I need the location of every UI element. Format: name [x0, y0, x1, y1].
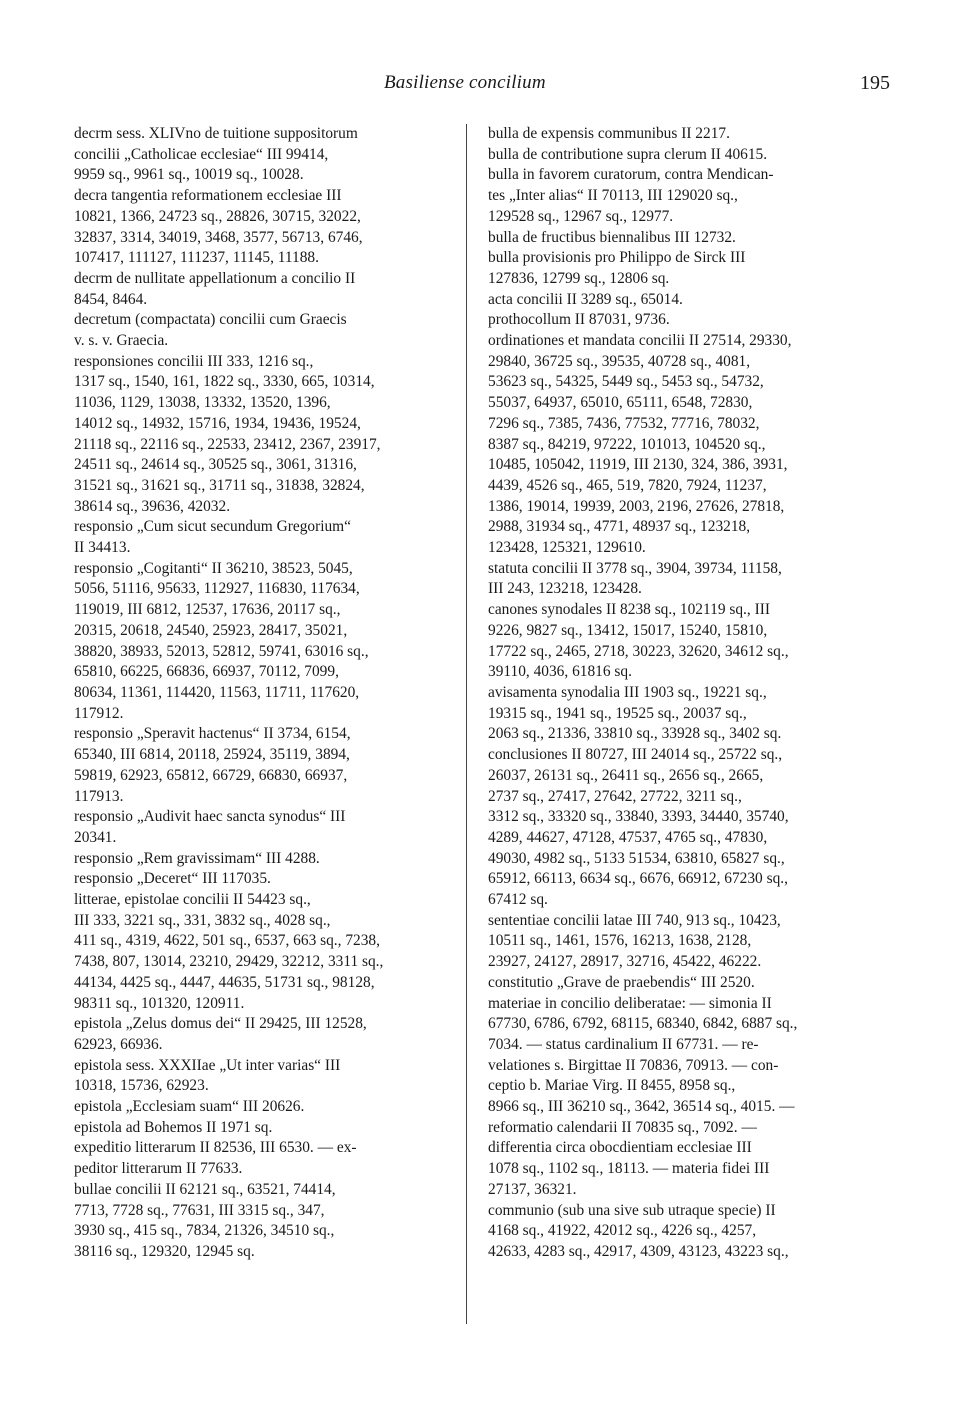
- index-line: 2737 sq., 27417, 27642, 27722, 3211 sq.,: [488, 787, 742, 805]
- index-line: 24511 sq., 24614 sq., 30525 sq., 3061, 31316,: [74, 456, 357, 474]
- index-line: 7713, 7728 sq., 77631, III 3315 sq., 347,: [74, 1201, 325, 1219]
- index-line: tes „Inter alias“ II 70113, III 129020 sq.,: [488, 187, 738, 205]
- index-line: responsio „Deceret“ III 117035.: [74, 870, 271, 888]
- index-line: 65810, 66225, 66836, 66937, 70112, 7099,: [74, 663, 339, 681]
- index-line: statuta concilii II 3778 sq., 3904, 39734, 11158,: [488, 559, 782, 577]
- index-line: bullae concilii II 62121 sq., 63521, 74414,: [74, 1180, 336, 1198]
- index-line: acta concilii II 3289 sq., 65014.: [488, 290, 683, 308]
- index-line: 49030, 4982 sq., 5133 51534, 63810, 65827 sq.,: [488, 849, 785, 867]
- index-line: 7034. — status cardinalium II 67731. — re-: [488, 1035, 759, 1053]
- index-line: 55037, 64937, 65010, 65111, 6548, 72830,: [488, 394, 753, 412]
- left-column: [74, 124, 446, 1263]
- index-line: decretum (compactata) concilii cum Graecis: [74, 311, 347, 329]
- index-line: 8966 sq., III 36210 sq., 3642, 36514 sq., 4015. —: [488, 1098, 795, 1116]
- index-line: 129528 sq., 12967 sq., 12977.: [488, 207, 674, 225]
- index-line: decra tangentia reformationem ecclesiae III: [74, 187, 342, 205]
- index-line: 98311 sq., 101320, 120911.: [74, 994, 245, 1012]
- index-line: 38820, 38933, 52013, 52812, 59741, 63016 sq.,: [74, 642, 369, 660]
- index-line: 31521 sq., 31621 sq., 31711 sq., 31838, 32824,: [74, 476, 365, 494]
- index-line: epistola „Zelus domus dei“ II 29425, III 12528,: [74, 1015, 367, 1033]
- index-line: bulla in favorem curatorum, contra Mendican-: [488, 166, 774, 184]
- index-line: epistola ad Bohemos II 1971 sq.: [74, 1118, 273, 1136]
- index-line: ceptio b. Mariae Virg. II 8455, 8958 sq.,: [488, 1077, 736, 1095]
- index-line: 44134, 4425 sq., 4447, 44635, 51731 sq., 98128,: [74, 973, 375, 991]
- index-line: v. s. v. Graecia.: [74, 332, 169, 350]
- index-line: 65340, III 6814, 20118, 25924, 35119, 3894,: [74, 746, 350, 764]
- index-line: 127836, 12799 sq., 12806 sq.: [488, 269, 670, 287]
- index-line: 42633, 4283 sq., 42917, 4309, 43123, 43223 sq.,: [488, 1242, 789, 1260]
- index-line: expeditio litterarum II 82536, III 6530. — ex-: [74, 1139, 357, 1157]
- index-line: 26037, 26131 sq., 26411 sq., 2656 sq., 2665,: [488, 766, 764, 784]
- index-line: 10485, 105042, 11919, III 2130, 324, 386, 3931,: [488, 456, 788, 474]
- index-line: 4289, 44627, 47128, 47537, 4765 sq., 47830,: [488, 828, 768, 846]
- running-title: Basiliense concilium: [384, 72, 546, 93]
- index-line: 80634, 11361, 114420, 11563, 11711, 117620,: [74, 683, 360, 701]
- index-line: 17722 sq., 2465, 2718, 30223, 32620, 34612 sq.,: [488, 642, 789, 660]
- index-line: responsio „Cogitanti“ II 36210, 38523, 5045,: [74, 559, 353, 577]
- index-line: prothocollum II 87031, 9736.: [488, 311, 670, 329]
- index-line: decrm de nullitate appellationum a concilio II: [74, 269, 356, 287]
- index-line: 23927, 24127, 28917, 32716, 45422, 46222.: [488, 953, 762, 971]
- index-line: responsiones concilii III 333, 1216 sq.,: [74, 352, 314, 370]
- index-line: 67730, 6786, 6792, 68115, 68340, 6842, 6887 sq.,: [488, 1015, 798, 1033]
- index-line: II 34413.: [74, 539, 131, 557]
- index-line: 10318, 15736, 62923.: [74, 1077, 209, 1095]
- index-line: 62923, 66936.: [74, 1035, 163, 1053]
- index-line: 1317 sq., 1540, 161, 1822 sq., 3330, 665, 10314,: [74, 373, 375, 391]
- index-line: bulla de expensis communibus II 2217.: [488, 125, 730, 142]
- column-divider: [466, 124, 467, 1324]
- index-line: responsio „Audivit haec sancta synodus“ III: [74, 808, 346, 826]
- index-line: litterae, epistolae concilii II 54423 sq.,: [74, 891, 311, 909]
- index-line: conclusiones II 80727, III 24014 sq., 25722 sq.,: [488, 746, 783, 764]
- index-line: 10821, 1366, 24723 sq., 28826, 30715, 32022,: [74, 207, 361, 225]
- index-line: responsio „Cum sicut secundum Gregorium“: [74, 518, 351, 536]
- index-line: 5056, 51116, 95633, 112927, 116830, 117634,: [74, 580, 360, 598]
- index-line: 67412 sq.: [488, 891, 548, 909]
- index-line: 65912, 66113, 6634 sq., 6676, 66912, 67230 sq.,: [488, 870, 788, 888]
- index-line: 53623 sq., 54325, 5449 sq., 5453 sq., 54732,: [488, 373, 764, 391]
- index-line: decrm sess. XLIVno de tuitione suppositorum: [74, 125, 358, 142]
- index-line: 39110, 4036, 61816 sq.: [488, 663, 632, 681]
- index-line: 8387 sq., 84219, 97222, 101013, 104520 sq.,: [488, 435, 766, 453]
- page-number: 195: [860, 72, 890, 94]
- right-column: [488, 124, 888, 1263]
- index-line: differentia circa obocdientiam ecclesiae III: [488, 1139, 752, 1157]
- index-line: bulla de contributione supra clerum II 40615.: [488, 145, 768, 163]
- index-line: III 333, 3221 sq., 331, 3832 sq., 4028 sq.,: [74, 911, 331, 929]
- index-line: canones synodales II 8238 sq., 102119 sq., III: [488, 601, 770, 619]
- index-line: 9226, 9827 sq., 13412, 15017, 15240, 15810,: [488, 621, 768, 639]
- index-line: communio (sub una sive sub utraque specie) II: [488, 1201, 776, 1219]
- index-line: epistola sess. XXXIIae „Ut inter varias“ III: [74, 1056, 341, 1074]
- index-line: 107417, 111127, 111237, 11145, 11188.: [74, 249, 319, 267]
- index-line: 7438, 807, 13014, 23210, 29429, 32212, 3311 sq.,: [74, 953, 384, 971]
- index-line: 4439, 4526 sq., 465, 519, 7820, 7924, 11237,: [488, 476, 767, 494]
- index-line: constitutio „Grave de praebendis“ III 2520.: [488, 973, 755, 991]
- index-line: 59819, 62923, 65812, 66729, 66830, 66937,: [74, 766, 348, 784]
- index-line: 27137, 36321.: [488, 1180, 577, 1198]
- index-line: 32837, 3314, 34019, 3468, 3577, 56713, 6746,: [74, 228, 363, 246]
- index-line: epistola „Ecclesiam suam“ III 20626.: [74, 1098, 305, 1116]
- index-line: reformatio calendarii II 70835 sq., 7092. —: [488, 1118, 757, 1136]
- index-line: 2988, 31934 sq., 4771, 48937 sq., 123218,: [488, 518, 751, 536]
- index-line: concilii „Catholicae ecclesiae“ III 99414,: [74, 145, 329, 163]
- index-line: 1078 sq., 1102 sq., 18113. — materia fidei III: [488, 1160, 770, 1178]
- index-line: materiae in concilio deliberatae: — simonia II: [488, 994, 772, 1012]
- index-line: bulla provisionis pro Philippo de Sirck III: [488, 249, 746, 267]
- index-line: 2063 sq., 21336, 33810 sq., 33928 sq., 3402 sq.: [488, 725, 782, 743]
- index-line: 21118 sq., 22116 sq., 22533, 23412, 2367, 23917,: [74, 435, 381, 453]
- index-line: 3312 sq., 33320 sq., 33840, 3393, 34440, 35740,: [488, 808, 789, 826]
- index-line: 20341.: [74, 828, 117, 846]
- index-line: bulla de fructibus biennalibus III 12732.: [488, 228, 736, 246]
- index-line: 29840, 36725 sq., 39535, 40728 sq., 4081,: [488, 352, 751, 370]
- index-line: 9959 sq., 9961 sq., 10019 sq., 10028.: [74, 166, 304, 184]
- index-line: 123428, 125321, 129610.: [488, 539, 646, 557]
- index-line: 4168 sq., 41922, 42012 sq., 4226 sq., 4257,: [488, 1222, 757, 1240]
- index-line: responsio „Rem gravissimam“ III 4288.: [74, 849, 320, 867]
- index-line: 3930 sq., 415 sq., 7834, 21326, 34510 sq.,: [74, 1222, 335, 1240]
- index-line: velationes s. Birgittae II 70836, 70913. — con-: [488, 1056, 779, 1074]
- index-line: III 243, 123218, 123428.: [488, 580, 642, 598]
- index-line: 411 sq., 4319, 4622, 501 sq., 6537, 663 sq., 7238,: [74, 932, 380, 950]
- index-line: 119019, III 6812, 12537, 17636, 20117 sq.,: [74, 601, 341, 619]
- index-line: 8454, 8464.: [74, 290, 148, 308]
- index-line: 7296 sq., 7385, 7436, 77532, 77716, 78032,: [488, 414, 760, 432]
- index-line: 38614 sq., 39636, 42032.: [74, 497, 231, 515]
- index-line: responsio „Speravit hactenus“ II 3734, 6154,: [74, 725, 351, 743]
- index-line: 14012 sq., 14932, 15716, 1934, 19436, 19524,: [74, 414, 361, 432]
- index-line: 117913.: [74, 787, 124, 805]
- index-line: 19315 sq., 1941 sq., 19525 sq., 20037 sq.,: [488, 704, 747, 722]
- index-line: peditor litterarum II 77633.: [74, 1160, 243, 1178]
- index-line: sententiae concilii latae III 740, 913 sq., 10423,: [488, 911, 781, 929]
- index-line: 38116 sq., 129320, 12945 sq.: [74, 1242, 255, 1260]
- index-line: 117912.: [74, 704, 124, 722]
- index-line: 20315, 20618, 24540, 25923, 28417, 35021,: [74, 621, 348, 639]
- index-line: 10511 sq., 1461, 1576, 16213, 1638, 2128,: [488, 932, 752, 950]
- index-line: avisamenta synodalia III 1903 sq., 19221 sq.,: [488, 683, 767, 701]
- index-line: 1386, 19014, 19939, 2003, 2196, 27626, 27818,: [488, 497, 785, 515]
- index-line: 11036, 1129, 13038, 13332, 13520, 1396,: [74, 394, 331, 412]
- index-line: ordinationes et mandata concilii II 27514, 29330,: [488, 332, 792, 350]
